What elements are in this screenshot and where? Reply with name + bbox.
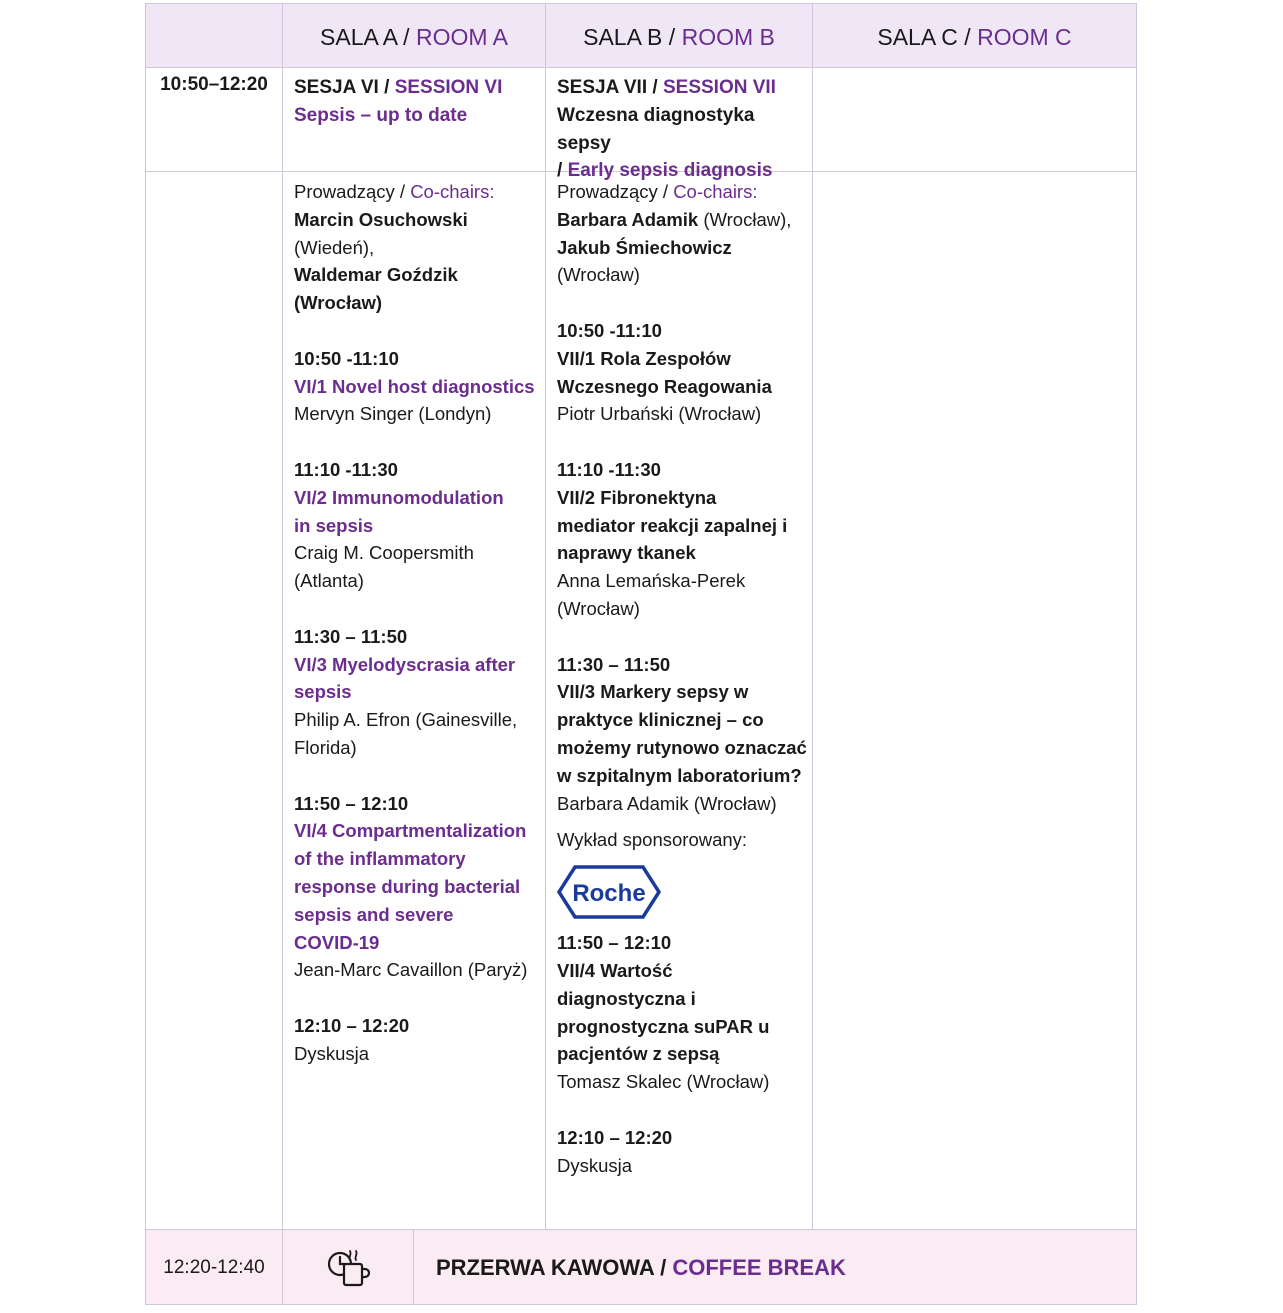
talk-speaker: Anna Lemańska-Perek [557, 570, 746, 592]
talk-title: pacjentów z sepsą [557, 1043, 720, 1065]
svg-text:Roche: Roche [572, 880, 646, 908]
talk-time: 11:30 – 11:50 [557, 653, 671, 675]
room-b-header: SALA B / ROOM B [583, 24, 775, 50]
talk-title: naprawy tkanek [557, 542, 696, 564]
talk-title: VII/3 Markery sepsy w [557, 681, 749, 703]
sponsor-label: Wykład sponsorowany: [557, 829, 748, 851]
talk-title: Wczesnego Reagowania [557, 375, 772, 397]
coffee-break-label: PRZERWA KAWOWA / COFFEE BREAK [436, 1255, 846, 1280]
talk-speaker: Philip A. Efron (Gainesville, [294, 709, 518, 731]
talk-title: in sepsis [294, 514, 374, 536]
roche-logo [557, 864, 661, 920]
talk-title: VII/1 Rola Zespołów [557, 347, 731, 369]
talk-title: mediator reakcji zapalnej i [557, 514, 788, 536]
talk-title: response during bacterial [294, 875, 521, 897]
talk-time: 12:10 – 12:20 [294, 1014, 410, 1036]
divider [413, 1230, 414, 1304]
talk-title: of the inflammatory [294, 848, 466, 870]
divider [545, 4, 546, 1229]
talk-speaker: Jean-Marc Cavaillon (Paryż) [294, 959, 528, 981]
talk-time: 11:10 -11:30 [557, 458, 661, 480]
talk-time: 11:30 – 11:50 [294, 625, 408, 647]
co-chairs-label: Prowadzący / Co-chairs: [557, 181, 758, 202]
talk-title: VI/4 Compartmentalization [294, 820, 527, 842]
discussion: Dyskusja [557, 1154, 633, 1176]
talk-title: VI/2 Immunomodulation [294, 486, 504, 508]
talk-speaker: Mervyn Singer (Londyn) [294, 403, 492, 425]
talk-title: VII/4 Wartość [557, 959, 673, 981]
talk-time: 10:50 -11:10 [294, 347, 399, 369]
room-a-program [294, 178, 539, 1068]
talk-speaker: Barbara Adamik (Wrocław) [557, 792, 777, 814]
session-a-title: SESJA VI / SESSION VI Sepsis – up to date [294, 77, 503, 126]
divider [812, 4, 813, 1229]
talk-title: VII/2 Fibronektyna [557, 486, 717, 508]
talk-title: VI/1 Novel host diagnostics [294, 375, 535, 397]
chair-city: (Wiedeń), [294, 236, 375, 258]
chair-city: (Wrocław) [294, 292, 383, 314]
talk-title: COVID-19 [294, 931, 380, 953]
divider [282, 4, 283, 1304]
co-chairs-label: Prowadzący / Co-chairs: [294, 181, 495, 202]
talk-speaker: Piotr Urbański (Wrocław) [557, 403, 762, 425]
talk-title: diagnostyczna i [557, 987, 696, 1009]
room-a-header: SALA A / ROOM A [320, 24, 508, 50]
session-b-title: SESJA VII / SESSION VII Wczesna diagnostyka sepsy / Early sepsis diagnosis [557, 77, 776, 182]
chair-name: Barbara Adamik [557, 208, 699, 230]
talk-title: praktyce klinicznej – co [557, 709, 764, 731]
talk-time: 10:50 -11:10 [557, 319, 662, 341]
talk-speaker: Tomasz Skalec (Wrocław) [557, 1071, 770, 1093]
coffee-clock-icon [326, 1246, 372, 1288]
chair-name: Marcin Osuchowski [294, 208, 468, 230]
room-b-program [557, 178, 809, 1179]
slot-time: 10:50–12:20 [160, 74, 268, 95]
talk-time: 11:10 -11:30 [294, 458, 398, 480]
talk-speaker: Florida) [294, 736, 357, 758]
chair-city: (Wrocław) [557, 264, 640, 286]
chair-city: (Wrocław), [698, 208, 792, 230]
talk-title: prognostyczna suPAR u [557, 1015, 770, 1037]
discussion: Dyskusja [294, 1042, 370, 1064]
talk-title: w szpitalnym laboratorium? [557, 764, 802, 786]
break-time: 12:20-12:40 [163, 1257, 265, 1278]
talk-speaker: Craig M. Coopersmith [294, 542, 474, 564]
talk-time: 11:50 – 12:10 [557, 932, 672, 954]
talk-speaker: (Atlanta) [294, 570, 364, 592]
talk-time: 12:10 – 12:20 [557, 1126, 673, 1148]
talk-time: 11:50 – 12:10 [294, 792, 409, 814]
talk-title: sepsis [294, 681, 352, 703]
chair-name: Jakub Śmiechowicz [557, 236, 732, 258]
room-c-header: SALA C / ROOM C [877, 24, 1072, 50]
talk-speaker: (Wrocław) [557, 597, 640, 619]
talk-title: sepsis and severe [294, 903, 454, 925]
talk-title: możemy rutynowo oznaczać [557, 736, 807, 758]
chair-name: Waldemar Goździk [294, 264, 458, 286]
talk-title: VI/3 Myelodyscrasia after [294, 653, 516, 675]
